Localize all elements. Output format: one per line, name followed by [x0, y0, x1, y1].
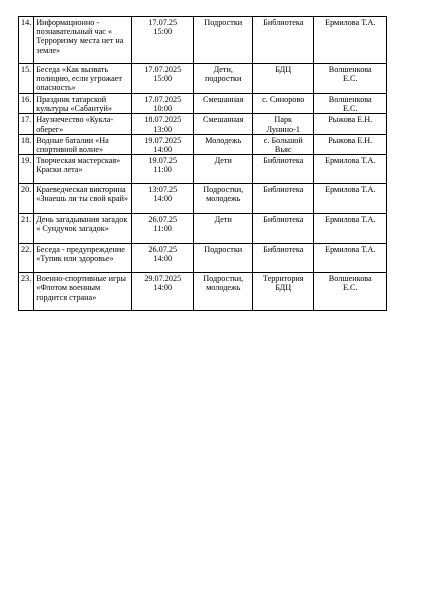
event-place-text: Библиотека	[263, 215, 304, 225]
event-datetime	[132, 114, 194, 134]
event-place-text: БДЦ	[275, 65, 292, 74]
event-audience	[194, 184, 253, 214]
event-audience	[194, 273, 253, 311]
event-place	[253, 114, 314, 134]
event-place-text: Парк Лунино-1	[266, 115, 300, 134]
event-audience-text: Смешанная	[203, 95, 244, 104]
event-datetime	[132, 17, 194, 64]
event-responsible-text: Ермилова Т.А.	[325, 245, 376, 255]
event-audience-text: Смешанная	[203, 115, 244, 125]
event-datetime	[132, 94, 194, 114]
event-audience	[194, 114, 253, 134]
event-title: Творческая мастерская» Краски лета»	[34, 155, 132, 184]
event-datetime-text: 17.07.2025 10:00	[144, 95, 182, 114]
event-audience	[194, 134, 253, 154]
event-audience-text: Подростки	[204, 245, 243, 255]
event-responsible-text: Ермилова Т.А.	[325, 215, 376, 225]
event-audience	[194, 214, 253, 244]
event-audience	[194, 64, 253, 94]
event-title: Беседа - предупреждение «Тупик или здоровье»	[34, 244, 132, 273]
event-responsible	[314, 134, 387, 154]
event-title: День загадывания загадок « Сундучок загадок»	[34, 214, 132, 244]
event-responsible-text: Волшенкова Е.С.	[328, 95, 372, 114]
event-place	[253, 273, 314, 311]
event-place-text: Библиотека	[263, 185, 304, 195]
table-row	[19, 244, 387, 273]
event-title: Праздник татарской культуры «Сабантуй»	[34, 94, 132, 114]
event-datetime	[132, 155, 194, 184]
table-row	[19, 273, 387, 311]
event-audience-text: Дети	[214, 156, 232, 166]
row-number: 18.	[19, 134, 34, 154]
event-place	[253, 17, 314, 64]
event-datetime-text: 17.07.2025 15:00	[144, 65, 182, 84]
event-place	[253, 214, 314, 244]
row-number: 14.	[19, 17, 34, 64]
event-place	[253, 184, 314, 214]
event-audience-text: Подростки, молодежь	[203, 185, 244, 204]
event-datetime	[132, 184, 194, 214]
event-audience	[194, 17, 253, 64]
event-responsible-text: Рыжова Е.Н.	[328, 115, 373, 125]
event-datetime-text: 17.07.25 15:00	[148, 18, 178, 37]
row-number: 22.	[19, 244, 34, 273]
event-datetime	[132, 134, 194, 154]
event-datetime-text: 13:07.25 14:00	[148, 185, 178, 204]
event-place-text: Библиотека	[263, 245, 304, 255]
event-datetime	[132, 214, 194, 244]
event-responsible	[314, 64, 387, 94]
table-row	[19, 64, 387, 94]
event-responsible	[314, 244, 387, 273]
event-datetime	[132, 244, 194, 273]
event-place-text: Библиотека	[263, 18, 304, 27]
row-number: 23.	[19, 273, 34, 311]
event-title: Беседа «Как вызвать полицию, если угрожает опасность»	[34, 64, 132, 94]
event-audience-text: Дети, подростки	[205, 65, 242, 84]
event-datetime-text: 18.07.2025 13:00	[144, 115, 182, 134]
event-place	[253, 134, 314, 154]
events-table	[18, 16, 387, 311]
row-number: 19.	[19, 155, 34, 184]
event-title: Водные баталии «На спортивной волне»	[34, 134, 132, 154]
event-title: Краеведческая викторина «Знаешь ли ты свой край»	[34, 184, 132, 214]
event-datetime	[132, 64, 194, 94]
event-responsible-text: Рыжова Е.Н.	[328, 135, 373, 145]
event-datetime-text: 26.07.25 14:00	[148, 245, 178, 264]
event-datetime	[132, 273, 194, 311]
event-responsible	[314, 184, 387, 214]
row-number: 17.	[19, 114, 34, 134]
table-row	[19, 17, 387, 64]
event-datetime-text: 26.07.25 11:00	[148, 215, 178, 234]
event-audience-text: Дети	[214, 215, 232, 225]
event-place-text: Библиотека	[263, 156, 304, 166]
table-row	[19, 134, 387, 154]
event-responsible	[314, 273, 387, 311]
event-title: Информационно - познавательный час « Терроризму места нет на земле»	[34, 17, 132, 64]
event-place	[253, 94, 314, 114]
event-audience	[194, 94, 253, 114]
event-audience	[194, 244, 253, 273]
event-responsible-text: Ермилова Т.А.	[325, 185, 376, 195]
table-row	[19, 214, 387, 244]
event-datetime-text: 29.07.2025 14:00	[144, 274, 182, 293]
event-responsible-text: Ермилова Т.А.	[325, 156, 376, 166]
event-place-text: с. Синорово	[262, 95, 305, 104]
event-audience	[194, 155, 253, 184]
table-row	[19, 155, 387, 184]
row-number: 20.	[19, 184, 34, 214]
event-place-text: Территория БДЦ	[262, 274, 304, 293]
event-responsible	[314, 17, 387, 64]
row-number: 16.	[19, 94, 34, 114]
row-number: 21.	[19, 214, 34, 244]
event-title: Наузнечество «Кукла-оберег»	[34, 114, 132, 134]
event-place-text: с. Большой Вьяс	[263, 135, 303, 154]
event-audience-text: Подростки, молодежь	[203, 274, 244, 293]
row-number: 15.	[19, 64, 34, 94]
event-place	[253, 155, 314, 184]
table-row	[19, 184, 387, 214]
event-responsible	[314, 94, 387, 114]
event-datetime-text: 19.07.25 11:00	[148, 156, 178, 175]
event-place	[253, 64, 314, 94]
table-row	[19, 114, 387, 134]
event-responsible-text: Волшенкова Е.С.	[328, 65, 372, 84]
event-place	[253, 244, 314, 273]
event-responsible	[314, 214, 387, 244]
event-responsible-text: Волшенкова Е.С.	[328, 274, 372, 293]
event-responsible	[314, 155, 387, 184]
event-title: Военно-спортивные игры «Флотом военным гордится страна»	[34, 273, 132, 311]
event-audience-text: Подростки	[204, 18, 243, 27]
event-datetime-text: 19.07.2025 14:00	[144, 135, 182, 154]
event-audience-text: Молодежь	[205, 135, 242, 145]
event-responsible	[314, 114, 387, 134]
event-responsible-text: Ермилова Т.А.	[325, 18, 376, 27]
table-row	[19, 94, 387, 114]
